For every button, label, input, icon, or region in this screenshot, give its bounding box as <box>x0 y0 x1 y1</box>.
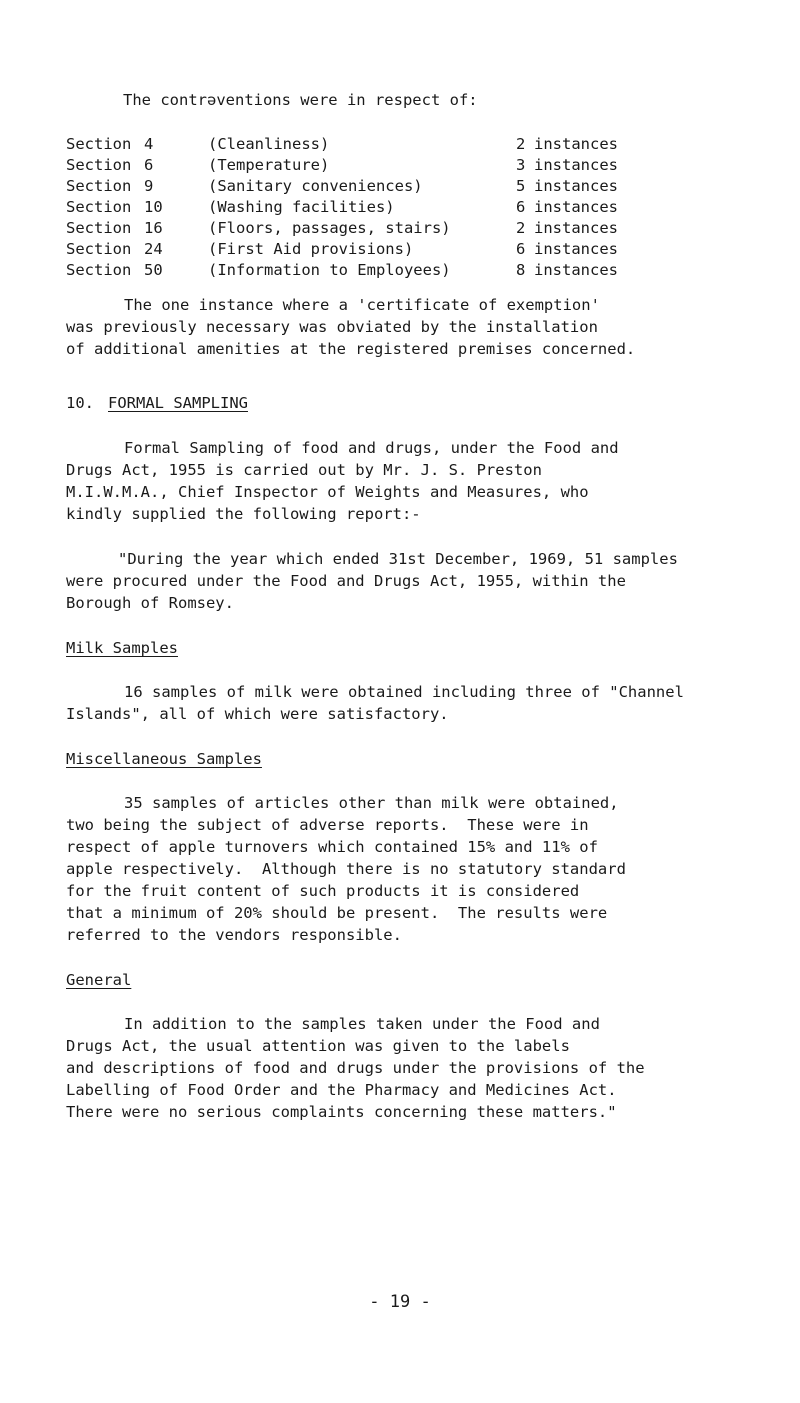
instance-count: 5 <box>516 177 526 195</box>
misc-line-7: referred to the vendors responsible. <box>66 926 402 944</box>
contraventions-table <box>66 134 644 281</box>
misc-line-5: for the fruit content of such products it is considered <box>66 882 580 900</box>
instance-unit: instances <box>534 219 618 237</box>
report-line-2: were procured under the Food and Drugs Act, 1955, within the <box>66 572 626 590</box>
instance-count: 2 <box>516 135 526 153</box>
instance-unit: instances <box>534 261 618 279</box>
table-row <box>66 134 644 155</box>
section-number: 9 <box>144 177 154 195</box>
instance-unit: instances <box>534 240 618 258</box>
misc-line-1: 35 samples of articles other than milk were obtained, <box>124 794 619 812</box>
misc-samples-heading: Miscellaneous Samples <box>66 750 262 768</box>
instance-count: 8 <box>516 261 526 279</box>
instance-count: 6 <box>516 240 526 258</box>
section-label: Section <box>66 219 132 237</box>
milk-samples-heading: Milk Samples <box>66 639 178 657</box>
misc-line-4: apple respectively. Although there is no statutory standard <box>66 860 626 878</box>
milk-line-2: Islands", all of which were satisfactory. <box>66 705 449 723</box>
instance-unit: instances <box>534 177 618 195</box>
section-heading: FORMAL SAMPLING <box>108 394 248 412</box>
page-number: - 19 - <box>369 1292 431 1312</box>
section-description: (Cleanliness) <box>208 135 330 153</box>
general-line-4: Labelling of Food Order and the Pharmacy and Medicines Act. <box>66 1081 617 1099</box>
section-label: Section <box>66 135 132 153</box>
misc-line-6: that a minimum of 20% should be present. The results were <box>66 904 608 922</box>
table-row <box>66 176 644 197</box>
instance-count: 3 <box>516 156 526 174</box>
section-description: (Information to Employees) <box>208 261 451 279</box>
section-number: 24 <box>144 240 163 258</box>
instance-count: 2 <box>516 219 526 237</box>
table-row <box>66 260 644 281</box>
general-line-5: There were no serious complaints concerning these matters." <box>66 1103 617 1121</box>
formal-sampling-line-4: kindly supplied the following report:- <box>66 505 421 523</box>
table-row <box>66 239 644 260</box>
section-description: (Washing facilities) <box>208 198 395 216</box>
formal-sampling-line-3: M.I.W.M.A., Chief Inspector of Weights and Measures, who <box>66 483 589 501</box>
instance-unit: instances <box>534 135 618 153</box>
misc-line-3: respect of apple turnovers which contained 15% and 11% of <box>66 838 598 856</box>
section-description: (Floors, passages, stairs) <box>208 219 451 237</box>
general-heading: General <box>66 971 132 989</box>
report-line-3: Borough of Romsey. <box>66 594 234 612</box>
general-line-1: In addition to the samples taken under the Food and <box>124 1015 600 1033</box>
general-line-3: and descriptions of food and drugs under the provisions of the <box>66 1059 645 1077</box>
report-line-1: "During the year which ended 31st December, 1969, 51 samples <box>118 550 678 568</box>
milk-line-1: 16 samples of milk were obtained including three of "Channel <box>124 683 684 701</box>
contraventions-intro: The contrəventions were in respect of: <box>123 91 478 109</box>
instance-unit: instances <box>534 156 618 174</box>
section-number: 10. <box>66 394 94 412</box>
section-description: (First Aid provisions) <box>208 240 414 258</box>
section-number: 6 <box>144 156 154 174</box>
table-row <box>66 218 644 239</box>
section-label: Section <box>66 261 132 279</box>
section-number: 10 <box>144 198 163 216</box>
formal-sampling-line-1: Formal Sampling of food and drugs, under the Food and <box>124 439 619 457</box>
section-number: 50 <box>144 261 163 279</box>
table-row <box>66 197 644 218</box>
section-number: 4 <box>144 135 154 153</box>
instance-count: 6 <box>516 198 526 216</box>
exemption-line-3: of additional amenities at the registered premises concerned. <box>66 340 636 358</box>
section-label: Section <box>66 156 132 174</box>
instance-unit: instances <box>534 198 618 216</box>
section-label: Section <box>66 177 132 195</box>
section-description: (Temperature) <box>208 156 330 174</box>
section-label: Section <box>66 198 132 216</box>
table-row <box>66 155 644 176</box>
exemption-line-1: The one instance where a 'certificate of exemption' <box>124 296 600 314</box>
section-label: Section <box>66 240 132 258</box>
misc-line-2: two being the subject of adverse reports. These were in <box>66 816 589 834</box>
section-description: (Sanitary conveniences) <box>208 177 423 195</box>
section-number: 16 <box>144 219 163 237</box>
general-line-2: Drugs Act, the usual attention was given to the labels <box>66 1037 570 1055</box>
exemption-line-2: was previously necessary was obviated by the installation <box>66 318 598 336</box>
formal-sampling-line-2: Drugs Act, 1955 is carried out by Mr. J. S. Preston <box>66 461 542 479</box>
